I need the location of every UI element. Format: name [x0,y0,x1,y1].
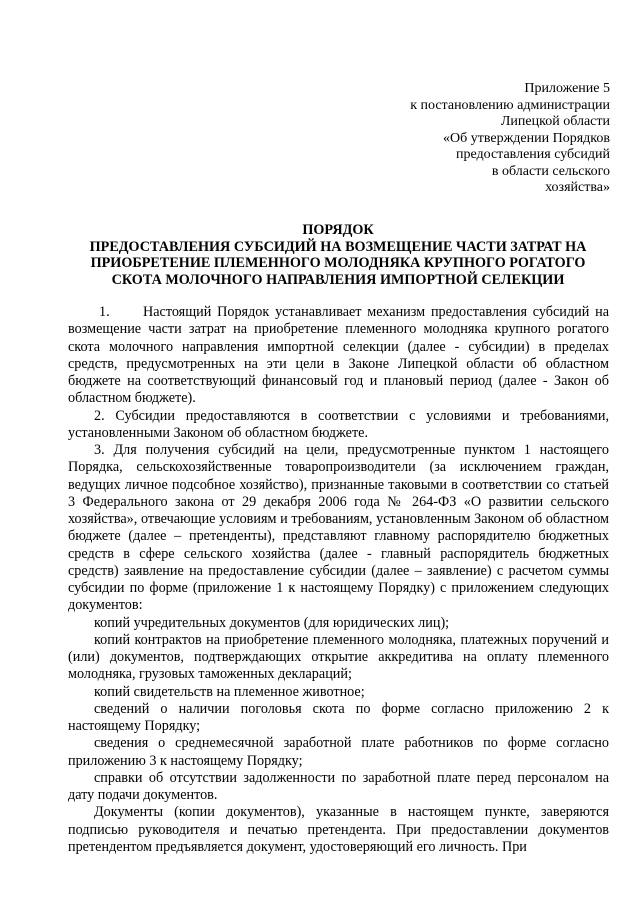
paragraph-2: 2. Субсидии предоставляются в соответствии с условиями и требованиями, установленными Законом об областном бюджете. [68,407,609,441]
paragraph-number: 1. [99,304,110,320]
appendix-header [350,81,610,197]
list-item: копий контрактов на приобретение племенного молодняка, платежных поручений и (или) документов, подтверждающих открытие аккредитива на оплату племенного молодняка, грузовых таможенных деклараций; [68,631,609,683]
paragraph-1 [68,304,609,408]
list-item: сведения о среднемесячной заработной плате работников по форме согласно приложению 3 к настоящему Порядку; [68,735,609,769]
list-item: сведений о наличии поголовья скота по форме согласно приложению 2 к настоящему Порядку; [68,700,609,734]
title-line: ПРЕДОСТАВЛЕНИЯ СУБСИДИЙ НА ВОЗМЕЩЕНИЕ ЧАСТИ ЗАТРАТ НА [89,238,587,255]
list-item: копий свидетельств на племенное животное; [94,683,365,700]
appendix-header-line: к постановлению администрации [410,97,610,113]
appendix-header-line: Липецкой области [500,114,610,129]
appendix-header-line: Приложение 5 [524,81,610,96]
appendix-header-line: в области сельского [491,163,610,179]
title-line: СКОТА МОЛОЧНОГО НАПРАВЛЕНИЯ ИМПОРТНОЙ СЕЛЕКЦИИ [111,271,565,288]
list-item: справки об отсутствии задолженности по заработной плате перед персоналом на дату подачи документов. [68,769,609,803]
paragraph-3: 3. Для получения субсидий на цели, предусмотренные пунктом 1 настоящего Порядка, сельскохозяйственные товаропроизводители (за исключением граждан, ведущих личное подсобное хозяйство), признанные таковыми в соответствии со статьей 3 Федерального закона от 29 декабря 2006 года № 264-ФЗ «О развитии сельского хозяйства», отвечающие условиям и требованиям, установленным Законом об областном бюджете (далее – претенденты), представляют главному распорядителю бюджетных средств в сфере сельского хозяйства (далее - главный распорядитель бюджетных средств) заявление на предоставление субсидии (далее – заявление) с расчетом суммы субсидии по форме (приложение 1 к настоящему Порядку) с приложением следующих документов: [68,442,609,614]
appendix-header-line: «Об утверждении Порядков [443,130,610,146]
paragraph-text: Настоящий Порядок устанавливает механизм предоставления субсидий на возмещение части затрат на приобретение племенного молодняка крупного рогатого скота молочного направления импортной селекции (далее - субсидии) в пределах средств, предусмотренных на эти цели в Законе Липецкой области об областном бюджете на соответствующий финансовый год и плановый период (далее - Закон об областном бюджете). [68,304,609,407]
document-title [68,222,608,288]
title-line: ПРИОБРЕТЕНИЕ ПЛЕМЕННОГО МОЛОДНЯКА КРУПНОГО РОГАТОГО [90,255,586,271]
appendix-header-line: хозяйства» [545,180,610,195]
appendix-header-line: предоставления субсидий [455,147,610,162]
document-body [68,304,609,856]
paragraph-last: Документы (копии документов), указанные в настоящем пункте, заверяются подписью руководителя и печатью претендента. При предоставлении документов претендентом предъявляется документ, удостоверяющий его личность. При [68,804,609,855]
list-item: копий учредительных документов (для юридических лиц); [94,614,450,631]
title-line: ПОРЯДОК [302,222,374,238]
